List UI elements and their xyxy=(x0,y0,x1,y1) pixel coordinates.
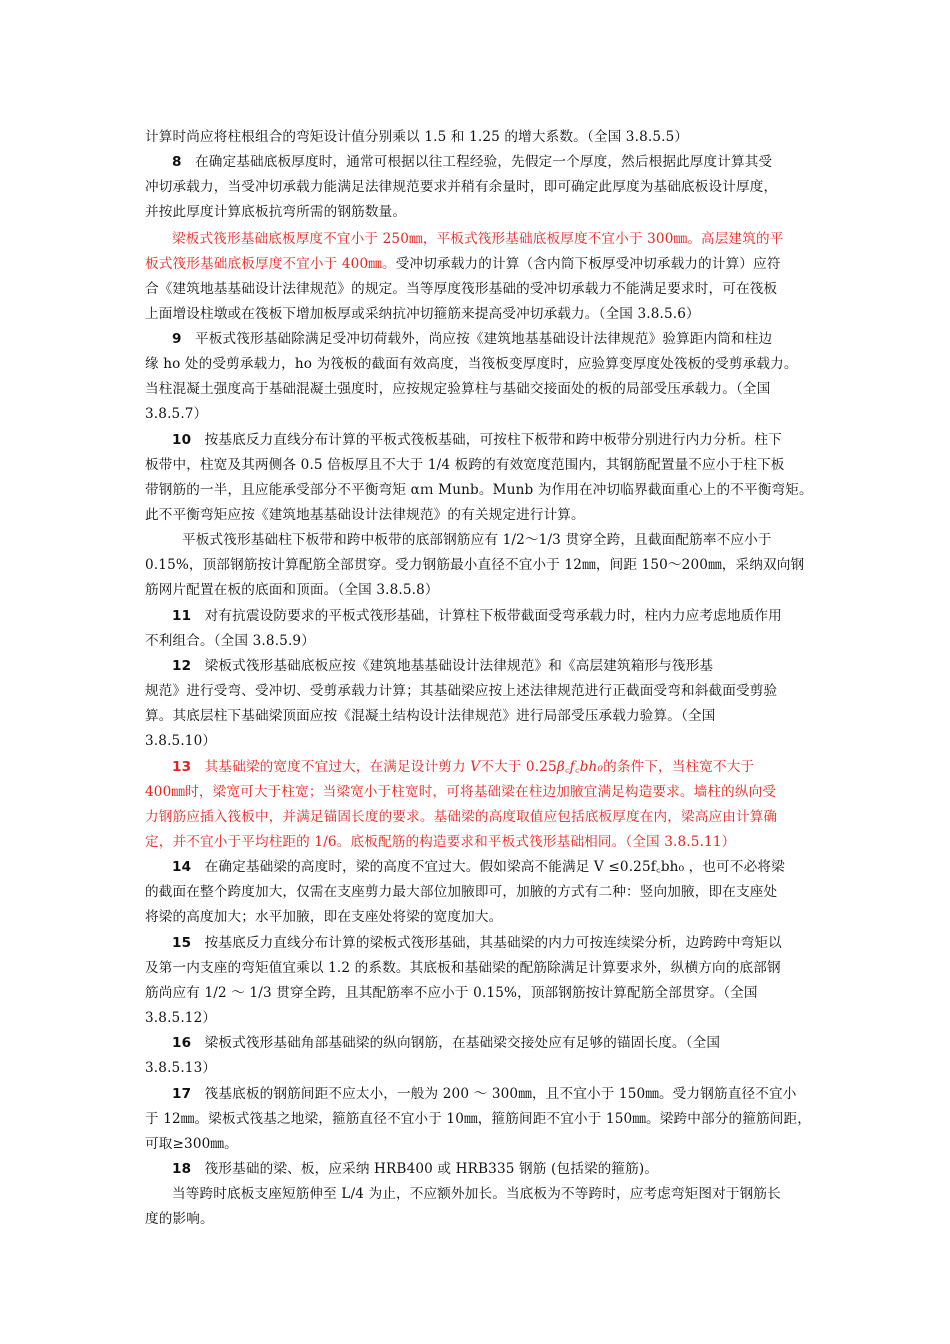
highlighted-text: 其基础梁的宽度不宜过大，在满足设计剪力 xyxy=(204,759,466,775)
text-line: 梁板式筏形基础底板应按《建筑地基基础设计法律规范》和《高层建筑箱形与筏形基 xyxy=(204,658,714,674)
item-number: 16 xyxy=(172,1035,192,1051)
text-line: 3.8.5.12） xyxy=(145,1010,217,1026)
text-line: 带钢筋的一半，且应能承受部分不平衡弯矩 αｍ Munb。Munb 为作用在冲切临界截面重心上的不平衡弯矩。 xyxy=(145,482,813,498)
mixed-text-line xyxy=(145,254,815,274)
text-line: 筏形基础的梁、板，应采纳 HRB400 或 HRB335 钢筋 (包括梁的箍筋)。 xyxy=(204,1161,659,1177)
text-line: 此不平衡弯矩应按《建筑地基基础设计法律规范》的有关规定进行计算。 xyxy=(145,507,585,523)
item-number: 15 xyxy=(172,935,192,951)
text-line: 计算时尚应将柱根组合的弯矩设计值分别乘以 1.5 和 1.25 的增大系数。（全国 3.8.5.5） xyxy=(145,129,689,145)
item-number: 14 xyxy=(172,859,192,875)
text-line: 平板式筏形基础柱下板带和跨中板带的底部钢筋应有 1/2～1/3 贯穿全跨，且截面配筋率不应小于 xyxy=(182,532,772,548)
text-line: 算。其底层柱下基础梁顶面应按《混凝土结构设计法律规范》进行局部受压承载力验算。（全国 xyxy=(145,708,716,724)
paragraph-10-first-line xyxy=(172,430,842,450)
paragraph-14-first-line xyxy=(172,857,842,877)
text-line: 筋尚应有 1/2 ～ 1/3 贯穿全跨，且其配筋率不应小于 0.15%，顶部钢筋按计算配筋全部贯穿。（全国 xyxy=(145,985,758,1001)
formula-term: β꜀f꜀bh₀ xyxy=(556,759,604,775)
text-line: 及第一内支座的弯矩值宜乘以 1.2 的系数。其底板和基础梁的配筋除满足计算要求外，纵横方向的底部钢 xyxy=(145,960,781,976)
item-number: 11 xyxy=(172,608,192,624)
highlighted-text-line: 400㎜时，梁宽可大于柱宽；当梁宽小于柱宽时，可将基础梁在柱边加腋宜满足构造要求。墙柱的纵向受 xyxy=(145,784,777,800)
text-line: 板带中，柱宽及其两侧各 0.5 倍板厚且不大于 1/4 板跨的有效宽度范围内，其钢筋配置量不应小于柱下板 xyxy=(145,457,785,473)
text-line: 当柱混凝土强度高于基础混凝土强度时，应按规定验算柱与基础交接面处的板的局部受压承载力。（全国 xyxy=(145,381,771,397)
item-number: 10 xyxy=(172,432,192,448)
text-line: 不利组合。（全国 3.8.5.9） xyxy=(145,633,315,649)
text-line: 筋网片配置在板的底面和顶面。（全国 3.8.5.8） xyxy=(145,582,439,598)
highlighted-text: 的条件下，当柱宽不大于 xyxy=(603,759,755,775)
text-line: 在确定基础梁的高度时，梁的高度不宜过大。假如梁高不能满足 V ≤0.25f꜀bh₀ ，也可不必将梁 xyxy=(204,859,785,875)
text-segment: 受冲切承载力的计算（含内筒下板厚受冲切承载力的计算）应符 xyxy=(395,256,781,272)
paragraph-15-first-line xyxy=(172,933,842,953)
paragraph-11-first-line xyxy=(172,606,842,626)
text-line: 梁板式筏形基础角部基础梁的纵向钢筋，在基础梁交接处应有足够的锚固长度。（全国 xyxy=(204,1035,721,1051)
text-line: 3.8.5.13） xyxy=(145,1060,217,1076)
text-line: 可取≥300㎜。 xyxy=(145,1136,238,1152)
text-line: 于 12㎜。梁板式筏基之地梁，箍筋直径不宜小于 10㎜，箍筋间距不宜小于 150㎜。梁跨中部分的箍筋间距， xyxy=(145,1111,811,1127)
shear-force-symbol: V xyxy=(470,759,481,775)
text-line: 按基底反力直线分布计算的平板式筏板基础，可按柱下板带和跨中板带分别进行内力分析。柱下 xyxy=(204,432,782,448)
highlighted-text-line: 定，并不宜小于平均柱距的 1/6。底板配筋的构造要求和平板式筏形基础相同。（全国 3.8.5.11） xyxy=(145,834,736,850)
paragraph-9-first-line xyxy=(172,329,842,349)
highlighted-text: 板式筏形基础底板厚度不宜小于 400㎜。 xyxy=(145,256,396,272)
text-line: 按基底反力直线分布计算的梁板式筏形基础，其基础梁的内力可按连续梁分析，边跨跨中弯矩以 xyxy=(204,935,782,951)
paragraph-12-first-line xyxy=(172,656,842,676)
paragraph-16-first-line xyxy=(172,1033,842,1053)
text-line: 冲切承载力，当受冲切承载力能满足法律规范要求并稍有余量时，即可确定此厚度为基础底板设计厚度， xyxy=(145,179,778,195)
text-line: 合《建筑地基基础设计法律规范》的规定。当等厚度筏形基础的受冲切承载力不能满足要求时，可在筏板 xyxy=(145,281,778,297)
text-line: 上面增设柱墩或在筏板下增加板厚或采纳抗冲切箍筋来提高受冲切承载力。（全国 3.8.5.6） xyxy=(145,306,700,322)
paragraph-17-first-line xyxy=(172,1084,842,1104)
text-line: 缘 ho 处的受剪承载力，ho 为筏板的截面有效高度，当筏板变厚度时，应验算变厚度处筏板的受剪承载力。 xyxy=(145,356,798,372)
text-line: 3.8.5.7） xyxy=(145,406,208,422)
text-line: 的截面在整个跨度加大，仅需在支座剪力最大部位加腋即可，加腋的方式有二种：竖向加腋，即在支座处 xyxy=(145,884,778,900)
paragraph-8-first-line xyxy=(172,152,842,172)
text-line: 当等跨时底板支座短筋伸至 L/4 为止，不应额外加长。当底板为不等跨时，应考虑弯矩图对于钢筋长 xyxy=(172,1186,781,1202)
highlighted-text-line: 梁板式筏形基础底板厚度不宜小于 250㎜，平板式筏形基础底板厚度不宜小于 300㎜。高层建筑的平 xyxy=(172,231,784,247)
item-number: 18 xyxy=(172,1161,192,1177)
text-line: 3.8.5.10） xyxy=(145,733,217,749)
item-number: 17 xyxy=(172,1086,192,1102)
text-line: 规范》进行受弯、受冲切、受剪承载力计算；其基础梁应按上述法律规范进行正截面受弯和斜截面受剪验 xyxy=(145,683,778,699)
text-line: 度的影响。 xyxy=(145,1211,214,1227)
text-line: 平板式筏形基础除满足受冲切荷载外，尚应按《建筑地基基础设计法律规范》验算距内筒和柱边 xyxy=(195,331,773,347)
text-line: 0.15%，顶部钢筋按计算配筋全部贯穿。受力钢筋最小直径不宜小于 12㎜，间距 150～200㎜，采纳双向钢 xyxy=(145,557,805,573)
text-line: 筏基底板的钢筋间距不应太小，一般为 200 ～ 300㎜，且不宜小于 150㎜。受力钢筋直径不宜小 xyxy=(204,1086,797,1102)
item-number: 8 xyxy=(172,154,182,170)
item-number: 9 xyxy=(172,331,182,347)
highlighted-text-line: 力钢筋应插入筏板中，并满足锚固长度的要求。基础梁的高度取值应包括底板厚度在内，梁高应由计算确 xyxy=(145,809,778,825)
text-line: 在确定基础底板厚度时，通常可根据以往工程经验，先假定一个厚度，然后根据此厚度计算其受 xyxy=(195,154,773,170)
text-line: 对有抗震设防要求的平板式筏形基础，计算柱下板带截面受弯承载力时，柱内力应考虑地质作用 xyxy=(204,608,782,624)
item-number: 12 xyxy=(172,658,192,674)
paragraph-13-first-line xyxy=(172,757,842,777)
text-line: 将梁的高度加大；水平加腋，即在支座处将梁的宽度加大。 xyxy=(145,909,503,925)
paragraph-18-first-line xyxy=(172,1159,842,1179)
text-line: 并按此厚度计算底板抗弯所需的钢筋数量。 xyxy=(145,204,407,220)
highlighted-text: 不大于 0.25 xyxy=(480,759,557,775)
item-number: 13 xyxy=(172,759,192,775)
